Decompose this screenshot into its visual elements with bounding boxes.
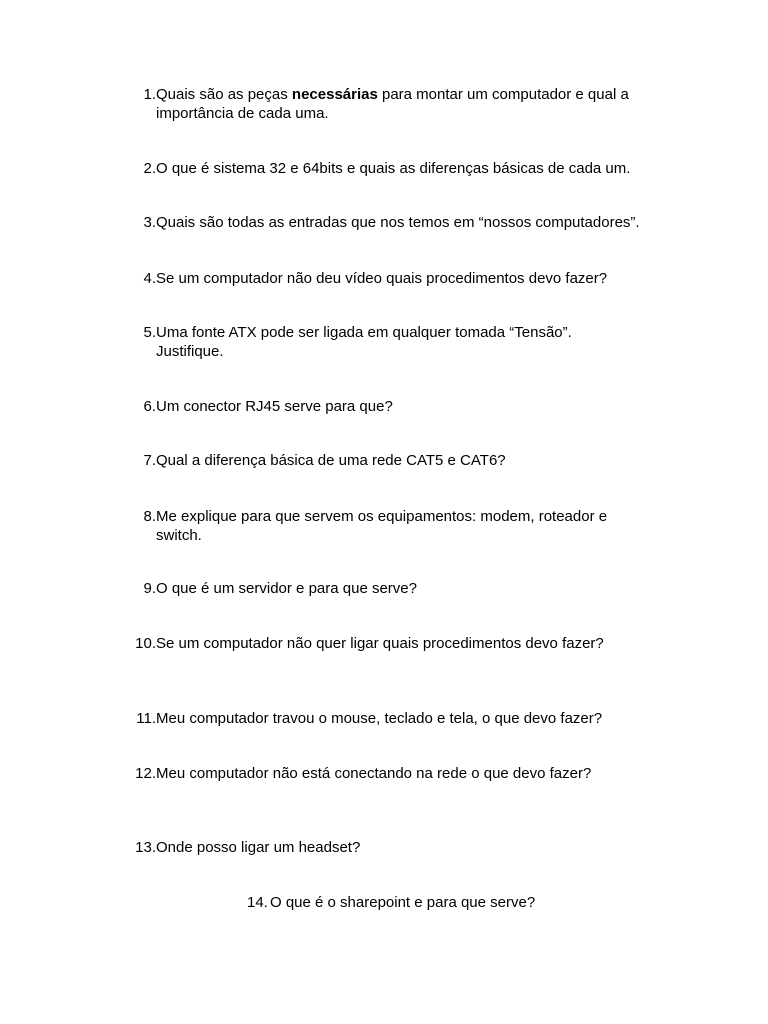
question-text: Quais são as peças necessárias para montar um computador e qual a importância de cada uma. xyxy=(156,86,629,122)
question-number: 5. xyxy=(143,324,156,341)
question-text: Me explique para que servem os equipamentos: modem, roteador e switch. xyxy=(156,508,608,544)
question-text: Meu computador travou o mouse, teclado e tela, o que devo fazer? xyxy=(156,710,603,727)
question-number: 4. xyxy=(143,270,156,287)
question-text: Meu computador não está conectando na rede o que devo fazer? xyxy=(156,765,592,782)
question-text: Uma fonte ATX pode ser ligada em qualquer tomada “Tensão”. Justifique. xyxy=(156,324,572,360)
question-number: 1. xyxy=(143,86,156,103)
question-number: 6. xyxy=(143,398,156,415)
question-text: Se um computador não deu vídeo quais procedimentos devo fazer? xyxy=(156,270,608,287)
question-number: 10. xyxy=(135,635,156,652)
question-text: Onde posso ligar um headset? xyxy=(156,839,361,856)
question-text: Qual a diferença básica de uma rede CAT5 e CAT6? xyxy=(156,452,506,469)
question-number: 3. xyxy=(143,214,156,231)
question-text: O que é sistema 32 e 64bits e quais as diferenças básicas de cada um. xyxy=(156,160,631,177)
question-text: O que é um servidor e para que serve? xyxy=(156,580,417,597)
question-number: 14. xyxy=(247,894,268,911)
question-text: Quais são todas as entradas que nos temos em “nossos computadores”. xyxy=(156,214,640,231)
question-text: Se um computador não quer ligar quais procedimentos devo fazer? xyxy=(156,635,604,652)
question-number: 11. xyxy=(136,710,156,727)
question-number: 13. xyxy=(135,839,156,856)
question-number: 9. xyxy=(143,580,156,597)
bold-word: necessárias xyxy=(291,86,378,103)
question-number: 7. xyxy=(143,452,156,469)
question-number: 2. xyxy=(143,160,156,177)
question-text: O que é o sharepoint e para que serve? xyxy=(270,894,536,911)
question-text: Um conector RJ45 serve para que? xyxy=(156,398,393,415)
question-number: 12. xyxy=(135,765,156,782)
question-number: 8. xyxy=(143,508,156,525)
